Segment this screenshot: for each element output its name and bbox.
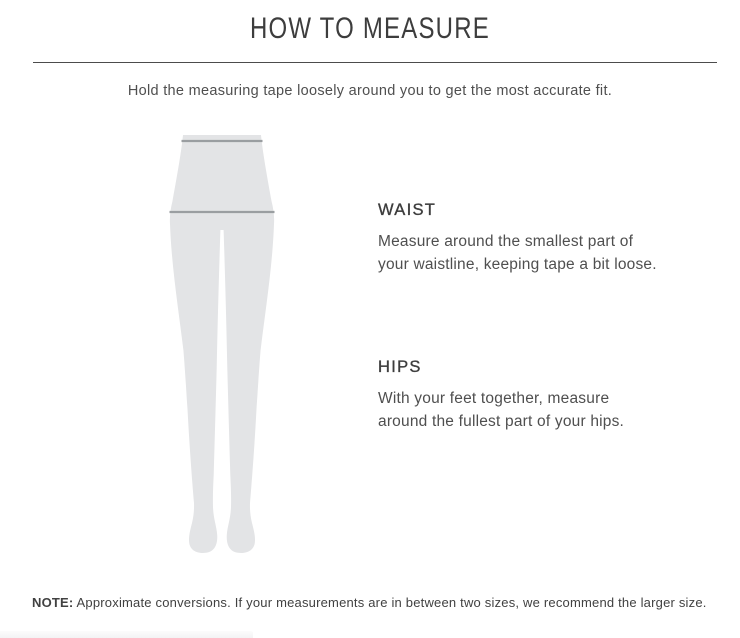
partial-element-bottom	[0, 631, 253, 638]
subtitle: Hold the measuring tape loosely around you to get the most accurate fit.	[127, 83, 613, 99]
waist-description-line-2: your waistline, keeping tape a bit loose.	[378, 255, 657, 273]
note-label: NOTE:	[32, 595, 74, 610]
waist-section	[378, 200, 708, 276]
silhouette-svg	[167, 133, 277, 558]
note-text: Approximate conversions. If your measurements are in between two sizes, we recommend the larger size.	[73, 595, 707, 610]
hips-heading: HIPS	[378, 358, 422, 376]
silhouette-shape	[170, 135, 274, 553]
lower-body-silhouette-figure	[167, 133, 277, 558]
hips-description-line-1: With your feet together, measure	[378, 390, 610, 407]
hips-description-line-2: around the fullest part of your hips.	[378, 412, 625, 430]
waist-description-line-1: Measure around the smallest part of	[378, 233, 634, 250]
hips-section	[378, 357, 708, 433]
waist-description	[378, 231, 708, 276]
title-divider-rule	[33, 62, 717, 63]
page-title-text: HOW TO MEASURE	[250, 12, 490, 45]
page-title	[0, 12, 740, 48]
waist-heading: WAIST	[378, 201, 437, 219]
conversion-note	[32, 594, 707, 611]
hips-description	[378, 388, 708, 433]
